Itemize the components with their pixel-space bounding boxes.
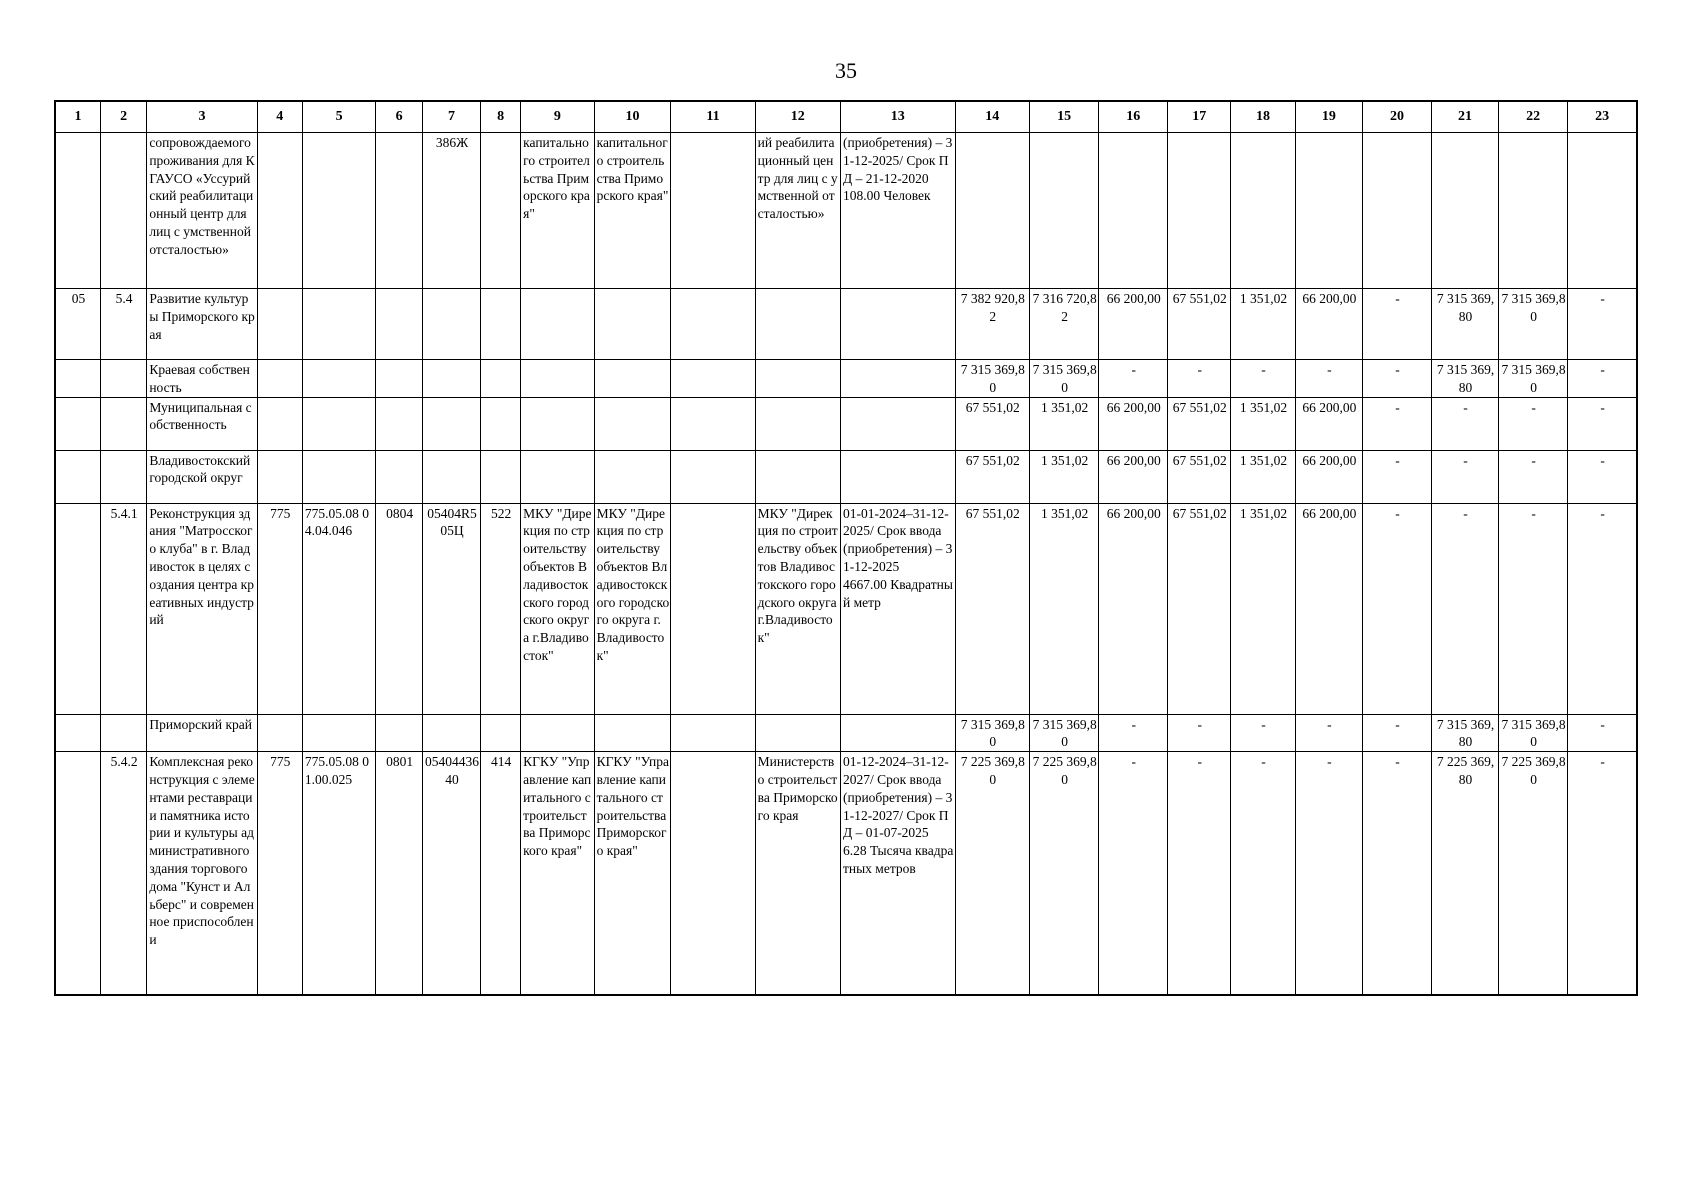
table-cell — [671, 714, 755, 752]
table-cell — [481, 360, 521, 398]
table-cell: - — [1099, 714, 1168, 752]
table-cell — [257, 397, 302, 450]
table-cell: - — [1231, 360, 1296, 398]
table-cell: Приморский край — [147, 714, 257, 752]
table-cell: МКУ "Дирекция по строительству объектов Владивостокского городского округа г.Владивосток" — [755, 503, 840, 714]
table-cell — [100, 714, 146, 752]
col-header: 4 — [257, 101, 302, 133]
table-cell: - — [1168, 360, 1231, 398]
table-cell: капитального строительства Приморского края" — [594, 133, 671, 289]
table-cell: 7 315 369,80 — [1499, 289, 1568, 360]
table-cell: МКУ "Дирекция по строительству объектов Владивостокского городского округа г.Владивосток" — [594, 503, 671, 714]
table-cell — [1362, 133, 1431, 289]
table-cell — [55, 397, 100, 450]
table-cell — [840, 714, 955, 752]
table-cell: 67 551,02 — [955, 450, 1030, 503]
col-header: 5 — [302, 101, 375, 133]
table-cell — [1295, 133, 1362, 289]
table-cell — [257, 450, 302, 503]
table-cell: - — [1568, 503, 1637, 714]
table-cell — [481, 714, 521, 752]
table-cell: 5.4.1 — [100, 503, 146, 714]
table-cell — [671, 503, 755, 714]
table-cell: 775 — [257, 752, 302, 995]
table-cell — [1568, 133, 1637, 289]
table-cell — [755, 360, 840, 398]
table-cell — [257, 133, 302, 289]
table-cell — [302, 360, 375, 398]
table-cell: КГКУ "Управление капитального строительства Приморского края" — [521, 752, 594, 995]
table-cell — [671, 450, 755, 503]
table-cell: - — [1568, 752, 1637, 995]
table-cell — [594, 360, 671, 398]
table-cell: 5.4.2 — [100, 752, 146, 995]
table-cell: ий реабилитационный центр для лиц с умственной отсталостью» — [755, 133, 840, 289]
table-cell — [376, 360, 422, 398]
table-cell — [521, 714, 594, 752]
table-cell: 01-12-2024–31-12-2027/ Срок ввода (приобретения) – 31-12-2027/ Срок ПД – 01-07-2025 6.28 Тысяча квадратных метров — [840, 752, 955, 995]
table-cell: 05404R505Ц — [422, 503, 480, 714]
table-row — [55, 714, 1637, 752]
table-cell — [376, 450, 422, 503]
table-cell: 66 200,00 — [1295, 397, 1362, 450]
table-cell: 1 351,02 — [1231, 503, 1296, 714]
table-cell — [481, 133, 521, 289]
table-cell: 1 351,02 — [1030, 397, 1099, 450]
table-cell — [1231, 133, 1296, 289]
table-cell: 66 200,00 — [1295, 289, 1362, 360]
table-cell — [1030, 133, 1099, 289]
table-cell: Развитие культуры Приморского края — [147, 289, 257, 360]
table-cell — [55, 752, 100, 995]
table-cell: Владивостокский городской округ — [147, 450, 257, 503]
table-cell: Муниципальная собственность — [147, 397, 257, 450]
col-header: 13 — [840, 101, 955, 133]
table-cell: - — [1099, 752, 1168, 995]
col-header: 21 — [1432, 101, 1499, 133]
table-row — [55, 752, 1637, 995]
table-cell: - — [1362, 503, 1431, 714]
table-cell — [302, 397, 375, 450]
table-cell: 775.05.08 04.04.046 — [302, 503, 375, 714]
table-cell — [55, 450, 100, 503]
table-cell: 1 351,02 — [1030, 503, 1099, 714]
table-cell — [840, 397, 955, 450]
table-cell: - — [1168, 714, 1231, 752]
table-cell — [422, 360, 480, 398]
table-cell: - — [1168, 752, 1231, 995]
table-cell — [55, 133, 100, 289]
table-cell: Комплексная реконструкция с элементами реставрации памятника истории и культуры административного здания торгового дома "Кунст и Альберс" и современное приспособлени — [147, 752, 257, 995]
table-cell: 5.4 — [100, 289, 146, 360]
table-cell: - — [1432, 503, 1499, 714]
table-cell: - — [1362, 714, 1431, 752]
table-cell — [755, 289, 840, 360]
table-cell — [481, 289, 521, 360]
table-cell — [481, 397, 521, 450]
table-cell: - — [1362, 289, 1431, 360]
table-cell: - — [1499, 450, 1568, 503]
table-cell — [100, 450, 146, 503]
table-cell: Реконструкция здания "Матросского клуба" в г. Владивосток в целях создания центра креативных индустрий — [147, 503, 257, 714]
table-cell: - — [1432, 450, 1499, 503]
table-cell — [302, 450, 375, 503]
table-cell — [671, 397, 755, 450]
table-cell — [840, 450, 955, 503]
table-cell: 7 316 720,82 — [1030, 289, 1099, 360]
table-cell: 7 315 369,80 — [1030, 714, 1099, 752]
col-header: 12 — [755, 101, 840, 133]
table-cell: 7 315 369,80 — [1499, 714, 1568, 752]
table-cell: 7 315 369,80 — [1030, 360, 1099, 398]
table-cell: 66 200,00 — [1295, 450, 1362, 503]
table-cell: - — [1295, 752, 1362, 995]
table-cell: 386Ж — [422, 133, 480, 289]
table-cell: 414 — [481, 752, 521, 995]
table-cell: - — [1568, 714, 1637, 752]
col-header: 18 — [1231, 101, 1296, 133]
table-cell: - — [1568, 397, 1637, 450]
table-cell: 0801 — [376, 752, 422, 995]
table-cell: 7 225 369,80 — [1030, 752, 1099, 995]
table-cell — [1099, 133, 1168, 289]
table-cell: 67 551,02 — [955, 397, 1030, 450]
table-cell — [481, 450, 521, 503]
table-row — [55, 289, 1637, 360]
table-cell — [422, 714, 480, 752]
table-cell — [521, 360, 594, 398]
table-cell: 66 200,00 — [1099, 289, 1168, 360]
table-cell — [840, 289, 955, 360]
table-cell — [422, 397, 480, 450]
table-cell: 7 315 369,80 — [955, 714, 1030, 752]
table-cell — [422, 450, 480, 503]
table-cell: 7 315 369,80 — [1432, 714, 1499, 752]
table-cell: (приобретения) – 31-12-2025/ Срок ПД – 21-12-2020 108.00 Человек — [840, 133, 955, 289]
table-cell: - — [1362, 752, 1431, 995]
table-cell — [594, 450, 671, 503]
table-row — [55, 503, 1637, 714]
table-cell — [1432, 133, 1499, 289]
table-cell: 0804 — [376, 503, 422, 714]
table-cell: - — [1568, 289, 1637, 360]
table-cell: - — [1231, 752, 1296, 995]
table-cell — [257, 360, 302, 398]
table-cell — [55, 360, 100, 398]
table-cell: 66 200,00 — [1099, 503, 1168, 714]
table-cell — [671, 360, 755, 398]
table-cell: сопровождаемого проживания для КГАУСО «Уссурийский реабилитационный центр для лиц с умственной отсталостью» — [147, 133, 257, 289]
table-cell — [521, 397, 594, 450]
col-header: 9 — [521, 101, 594, 133]
table-cell: КГКУ "Управление капитального строительства Приморского края" — [594, 752, 671, 995]
table-cell — [376, 397, 422, 450]
table-cell — [100, 397, 146, 450]
table-cell — [55, 503, 100, 714]
table-cell — [840, 360, 955, 398]
table-cell — [671, 133, 755, 289]
col-header: 7 — [422, 101, 480, 133]
table-cell: Краевая собственность — [147, 360, 257, 398]
table-cell: - — [1295, 714, 1362, 752]
table-cell: - — [1231, 714, 1296, 752]
table-cell: капитального строительства Приморского края" — [521, 133, 594, 289]
table-cell: 66 200,00 — [1295, 503, 1362, 714]
table-cell: 7 315 369,80 — [1432, 360, 1499, 398]
table-cell — [755, 714, 840, 752]
table-cell — [376, 714, 422, 752]
col-header: 11 — [671, 101, 755, 133]
table-cell — [55, 714, 100, 752]
table-cell — [257, 714, 302, 752]
table-cell — [521, 450, 594, 503]
table-cell: 7 315 369,80 — [955, 360, 1030, 398]
col-header: 17 — [1168, 101, 1231, 133]
col-header: 16 — [1099, 101, 1168, 133]
table-cell — [302, 289, 375, 360]
table-cell — [302, 133, 375, 289]
table-cell — [100, 133, 146, 289]
table-cell: - — [1568, 450, 1637, 503]
col-header: 22 — [1499, 101, 1568, 133]
col-header: 20 — [1362, 101, 1431, 133]
table-row — [55, 133, 1637, 289]
table-cell — [594, 289, 671, 360]
table-cell: 67 551,02 — [1168, 503, 1231, 714]
table-row — [55, 397, 1637, 450]
table-cell: 7 315 369,80 — [1499, 360, 1568, 398]
col-header: 2 — [100, 101, 146, 133]
table-cell — [100, 360, 146, 398]
col-header: 23 — [1568, 101, 1637, 133]
table-cell: 67 551,02 — [1168, 289, 1231, 360]
table-cell — [755, 450, 840, 503]
table-cell — [671, 752, 755, 995]
table-cell: 1 351,02 — [1030, 450, 1099, 503]
table-cell: - — [1499, 503, 1568, 714]
table-cell — [422, 289, 480, 360]
table-cell: - — [1432, 397, 1499, 450]
header-row — [55, 101, 1637, 133]
table-cell: - — [1099, 360, 1168, 398]
col-header: 14 — [955, 101, 1030, 133]
page-number: 35 — [835, 58, 857, 83]
col-header: 10 — [594, 101, 671, 133]
table-cell: 775.05.08 01.00.025 — [302, 752, 375, 995]
table-cell: 01-01-2024–31-12-2025/ Срок ввода (приобретения) – 31-12-2025 4667.00 Квадратный метр — [840, 503, 955, 714]
table-cell: 0540443640 — [422, 752, 480, 995]
table-cell — [376, 289, 422, 360]
table-cell: 67 551,02 — [1168, 397, 1231, 450]
table-cell: 775 — [257, 503, 302, 714]
table-cell: 7 315 369,80 — [1432, 289, 1499, 360]
table-cell — [955, 133, 1030, 289]
table-cell — [755, 397, 840, 450]
table-body — [55, 133, 1637, 995]
col-header: 8 — [481, 101, 521, 133]
table-cell: - — [1362, 360, 1431, 398]
table-cell: - — [1362, 397, 1431, 450]
col-header: 3 — [147, 101, 257, 133]
table-cell: 7 225 369,80 — [1432, 752, 1499, 995]
table-cell — [671, 289, 755, 360]
table-cell — [594, 714, 671, 752]
table-cell — [257, 289, 302, 360]
table-cell — [302, 714, 375, 752]
table-row — [55, 450, 1637, 503]
table-cell: - — [1568, 360, 1637, 398]
table-cell: - — [1295, 360, 1362, 398]
budget-table — [54, 100, 1638, 996]
col-header: 6 — [376, 101, 422, 133]
table-cell: 1 351,02 — [1231, 450, 1296, 503]
col-header: 15 — [1030, 101, 1099, 133]
table-cell: 1 351,02 — [1231, 397, 1296, 450]
table-cell: 67 551,02 — [955, 503, 1030, 714]
table-cell: 66 200,00 — [1099, 450, 1168, 503]
table-cell: 7 225 369,80 — [1499, 752, 1568, 995]
table-row — [55, 360, 1637, 398]
table-cell — [521, 289, 594, 360]
table-cell — [376, 133, 422, 289]
table-cell: 522 — [481, 503, 521, 714]
table-cell: 1 351,02 — [1231, 289, 1296, 360]
table-cell — [1168, 133, 1231, 289]
table-cell: - — [1362, 450, 1431, 503]
table-cell — [1499, 133, 1568, 289]
table-cell: 66 200,00 — [1099, 397, 1168, 450]
table-cell: 7 382 920,82 — [955, 289, 1030, 360]
table-cell: МКУ "Дирекция по строительству объектов Владивостокского городского округа г.Владивосток" — [521, 503, 594, 714]
table-cell — [594, 397, 671, 450]
table-cell: 67 551,02 — [1168, 450, 1231, 503]
table-cell: 7 225 369,80 — [955, 752, 1030, 995]
table-cell: 05 — [55, 289, 100, 360]
col-header: 1 — [55, 101, 100, 133]
table-cell: - — [1499, 397, 1568, 450]
col-header: 19 — [1295, 101, 1362, 133]
table-cell: Министерство строительства Приморского края — [755, 752, 840, 995]
